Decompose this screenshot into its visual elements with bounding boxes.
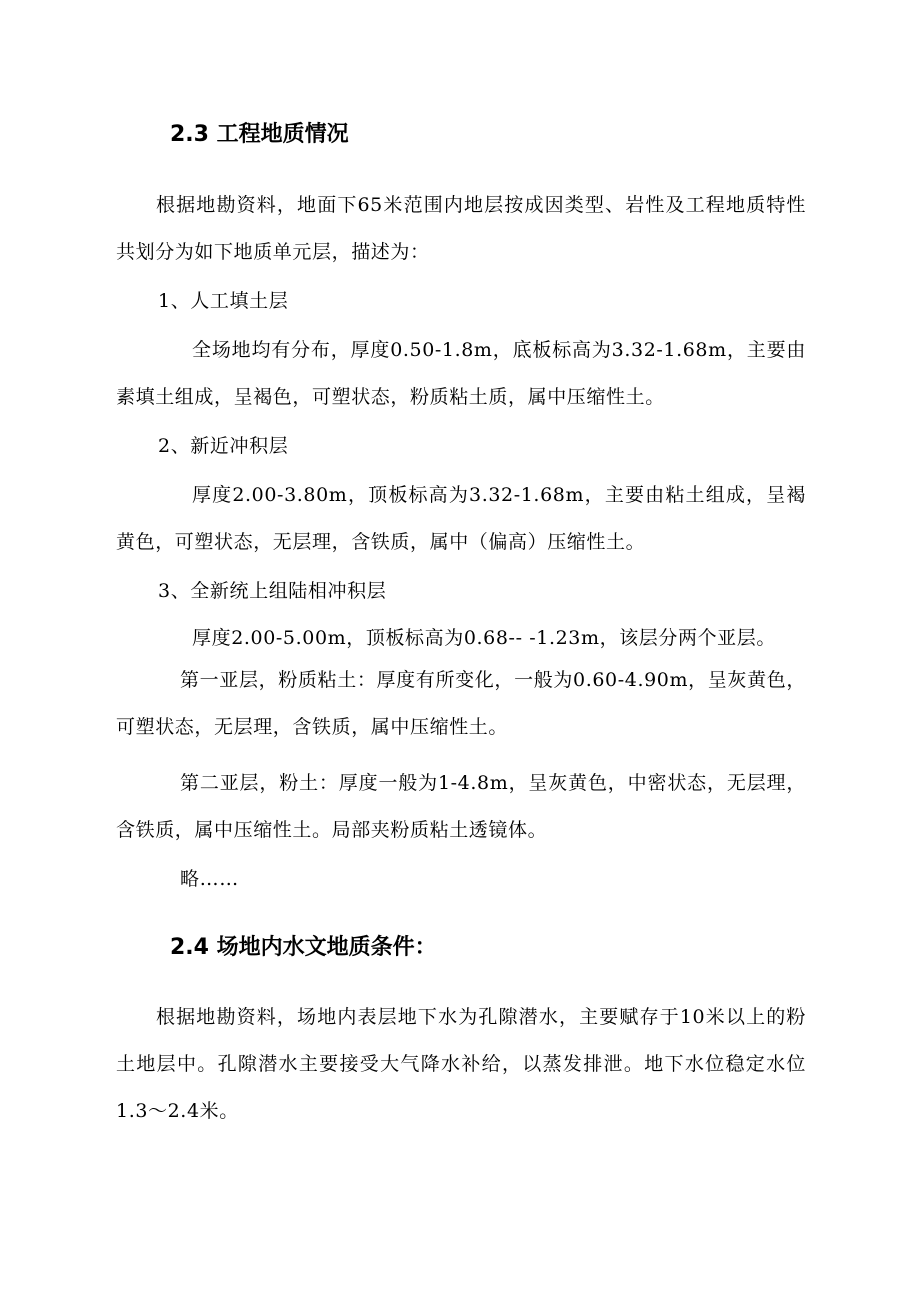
sublayer1-description: 第一亚层，粉质粘土：厚度有所变化，一般为0.60-4.90m，呈灰黄色，可塑状态，无层理，含铁质，属中压缩性土。 [116, 669, 806, 738]
section-2-3-heading: 2.3 工程地质情况 [170, 122, 349, 147]
section-2-4-body: 根据地勘资料，场地内表层地下水为孔隙潜水，主要赋存于10米以上的粉土地层中。孔隙潜水主要接受大气降水补给，以蒸发排泄。地下水位稳定水位1.3～2.4米。 [116, 1006, 806, 1122]
layer1-description: 全场地均有分布，厚度0.50-1.8m，底板标高为3.32-1.68m，主要由素填土组成，呈褐色，可塑状态，粉质粘土质，属中压缩性土。 [116, 339, 806, 408]
section-2-4-heading: 2.4 场地内水文地质条件： [170, 935, 437, 960]
layer2-description: 厚度2.00-3.80m，顶板标高为3.32-1.68m，主要由粘土组成，呈褐黄色，可塑状态，无层理，含铁质，属中（偏高）压缩性土。 [116, 484, 806, 553]
layer1-title: 1、人工填土层 [158, 290, 289, 312]
layer3-title: 3、全新统上组陆相冲积层 [158, 580, 387, 602]
layer2-title: 2、新近冲积层 [158, 435, 289, 457]
sublayer2-description: 第二亚层，粉土：厚度一般为1-4.8m，呈灰黄色，中密状态，无层理，含铁质，属中压缩性土。局部夹粉质粘土透镜体。 [116, 772, 806, 841]
section-2-3-intro: 根据地勘资料，地面下65米范围内地层按成因类型、岩性及工程地质特性共划分为如下地质单元层，描述为： [116, 194, 806, 263]
omitted-text: 略…… [180, 868, 239, 890]
layer3-description: 厚度2.00-5.00m，顶板标高为0.68-- -1.23m，该层分两个亚层。 [192, 627, 776, 649]
